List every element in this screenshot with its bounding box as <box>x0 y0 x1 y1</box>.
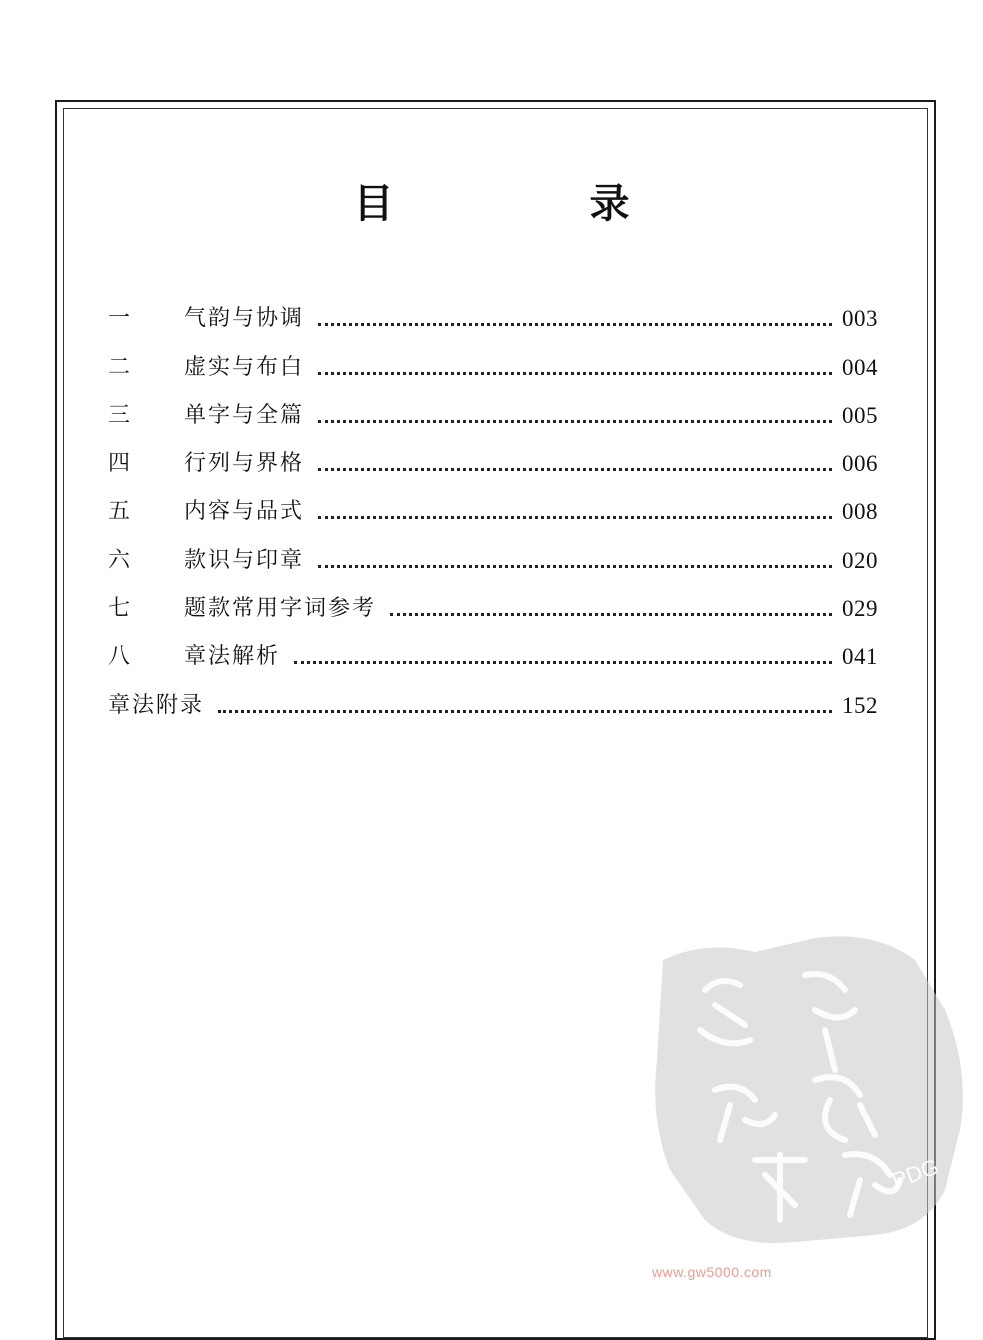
watermark-seal-text: PDG <box>888 1153 942 1194</box>
toc-entry-number: 七 <box>108 596 131 622</box>
toc-dot-leader <box>218 710 832 713</box>
toc-dot-leader <box>318 323 832 326</box>
toc-entry-page: 003 <box>842 306 878 332</box>
toc-entry-number: 四 <box>108 451 131 477</box>
toc-entry[interactable] <box>108 668 878 716</box>
toc-entry-number: 三 <box>108 402 131 428</box>
toc-entry-page: 005 <box>842 402 878 428</box>
toc-entry-page: 152 <box>842 692 878 718</box>
toc-entry-number: 五 <box>108 499 131 525</box>
toc-entry-page: 029 <box>842 596 878 622</box>
toc-entry-number: 一 <box>108 306 131 332</box>
toc-entry-title: 行列与界格 <box>184 451 305 477</box>
table-of-contents <box>108 282 878 717</box>
toc-dot-leader <box>318 372 832 375</box>
toc-entry[interactable] <box>108 523 878 571</box>
toc-dot-leader <box>390 613 832 616</box>
toc-entry[interactable] <box>108 282 878 330</box>
toc-entry-title: 虚实与布白 <box>184 354 305 380</box>
page-title: 目 录 <box>353 181 708 227</box>
toc-entry-number: 八 <box>108 644 131 670</box>
watermark-url: www.gw5000.com <box>652 1264 772 1280</box>
toc-entry-title: 单字与全篇 <box>184 402 305 428</box>
toc-dot-leader <box>318 565 832 568</box>
toc-entry-number: 六 <box>108 547 131 573</box>
toc-entry-title: 题款常用字词参考 <box>184 596 377 622</box>
toc-entry-title: 款识与印章 <box>184 547 305 573</box>
toc-entry-page: 020 <box>842 547 878 573</box>
toc-entry-page: 008 <box>842 499 878 525</box>
toc-entry-page: 041 <box>842 644 878 670</box>
toc-entry[interactable] <box>108 379 878 427</box>
toc-entry[interactable] <box>108 330 878 378</box>
toc-entry-title: 章法附录 <box>108 692 205 718</box>
toc-entry[interactable] <box>108 427 878 475</box>
toc-dot-leader <box>318 468 832 471</box>
toc-entry-number: 二 <box>108 354 131 380</box>
toc-dot-leader <box>318 516 832 519</box>
toc-entry-page: 006 <box>842 451 878 477</box>
toc-entry-page: 004 <box>842 354 878 380</box>
toc-entry[interactable] <box>108 572 878 620</box>
watermark-seal <box>645 930 975 1250</box>
toc-entry-title: 章法解析 <box>184 644 281 670</box>
toc-dot-leader <box>294 661 832 664</box>
toc-entry[interactable] <box>108 620 878 668</box>
toc-dot-leader <box>318 420 832 423</box>
toc-entry-title: 内容与品式 <box>184 499 305 525</box>
toc-entry-title: 气韵与协调 <box>184 306 305 332</box>
toc-entry[interactable] <box>108 475 878 523</box>
